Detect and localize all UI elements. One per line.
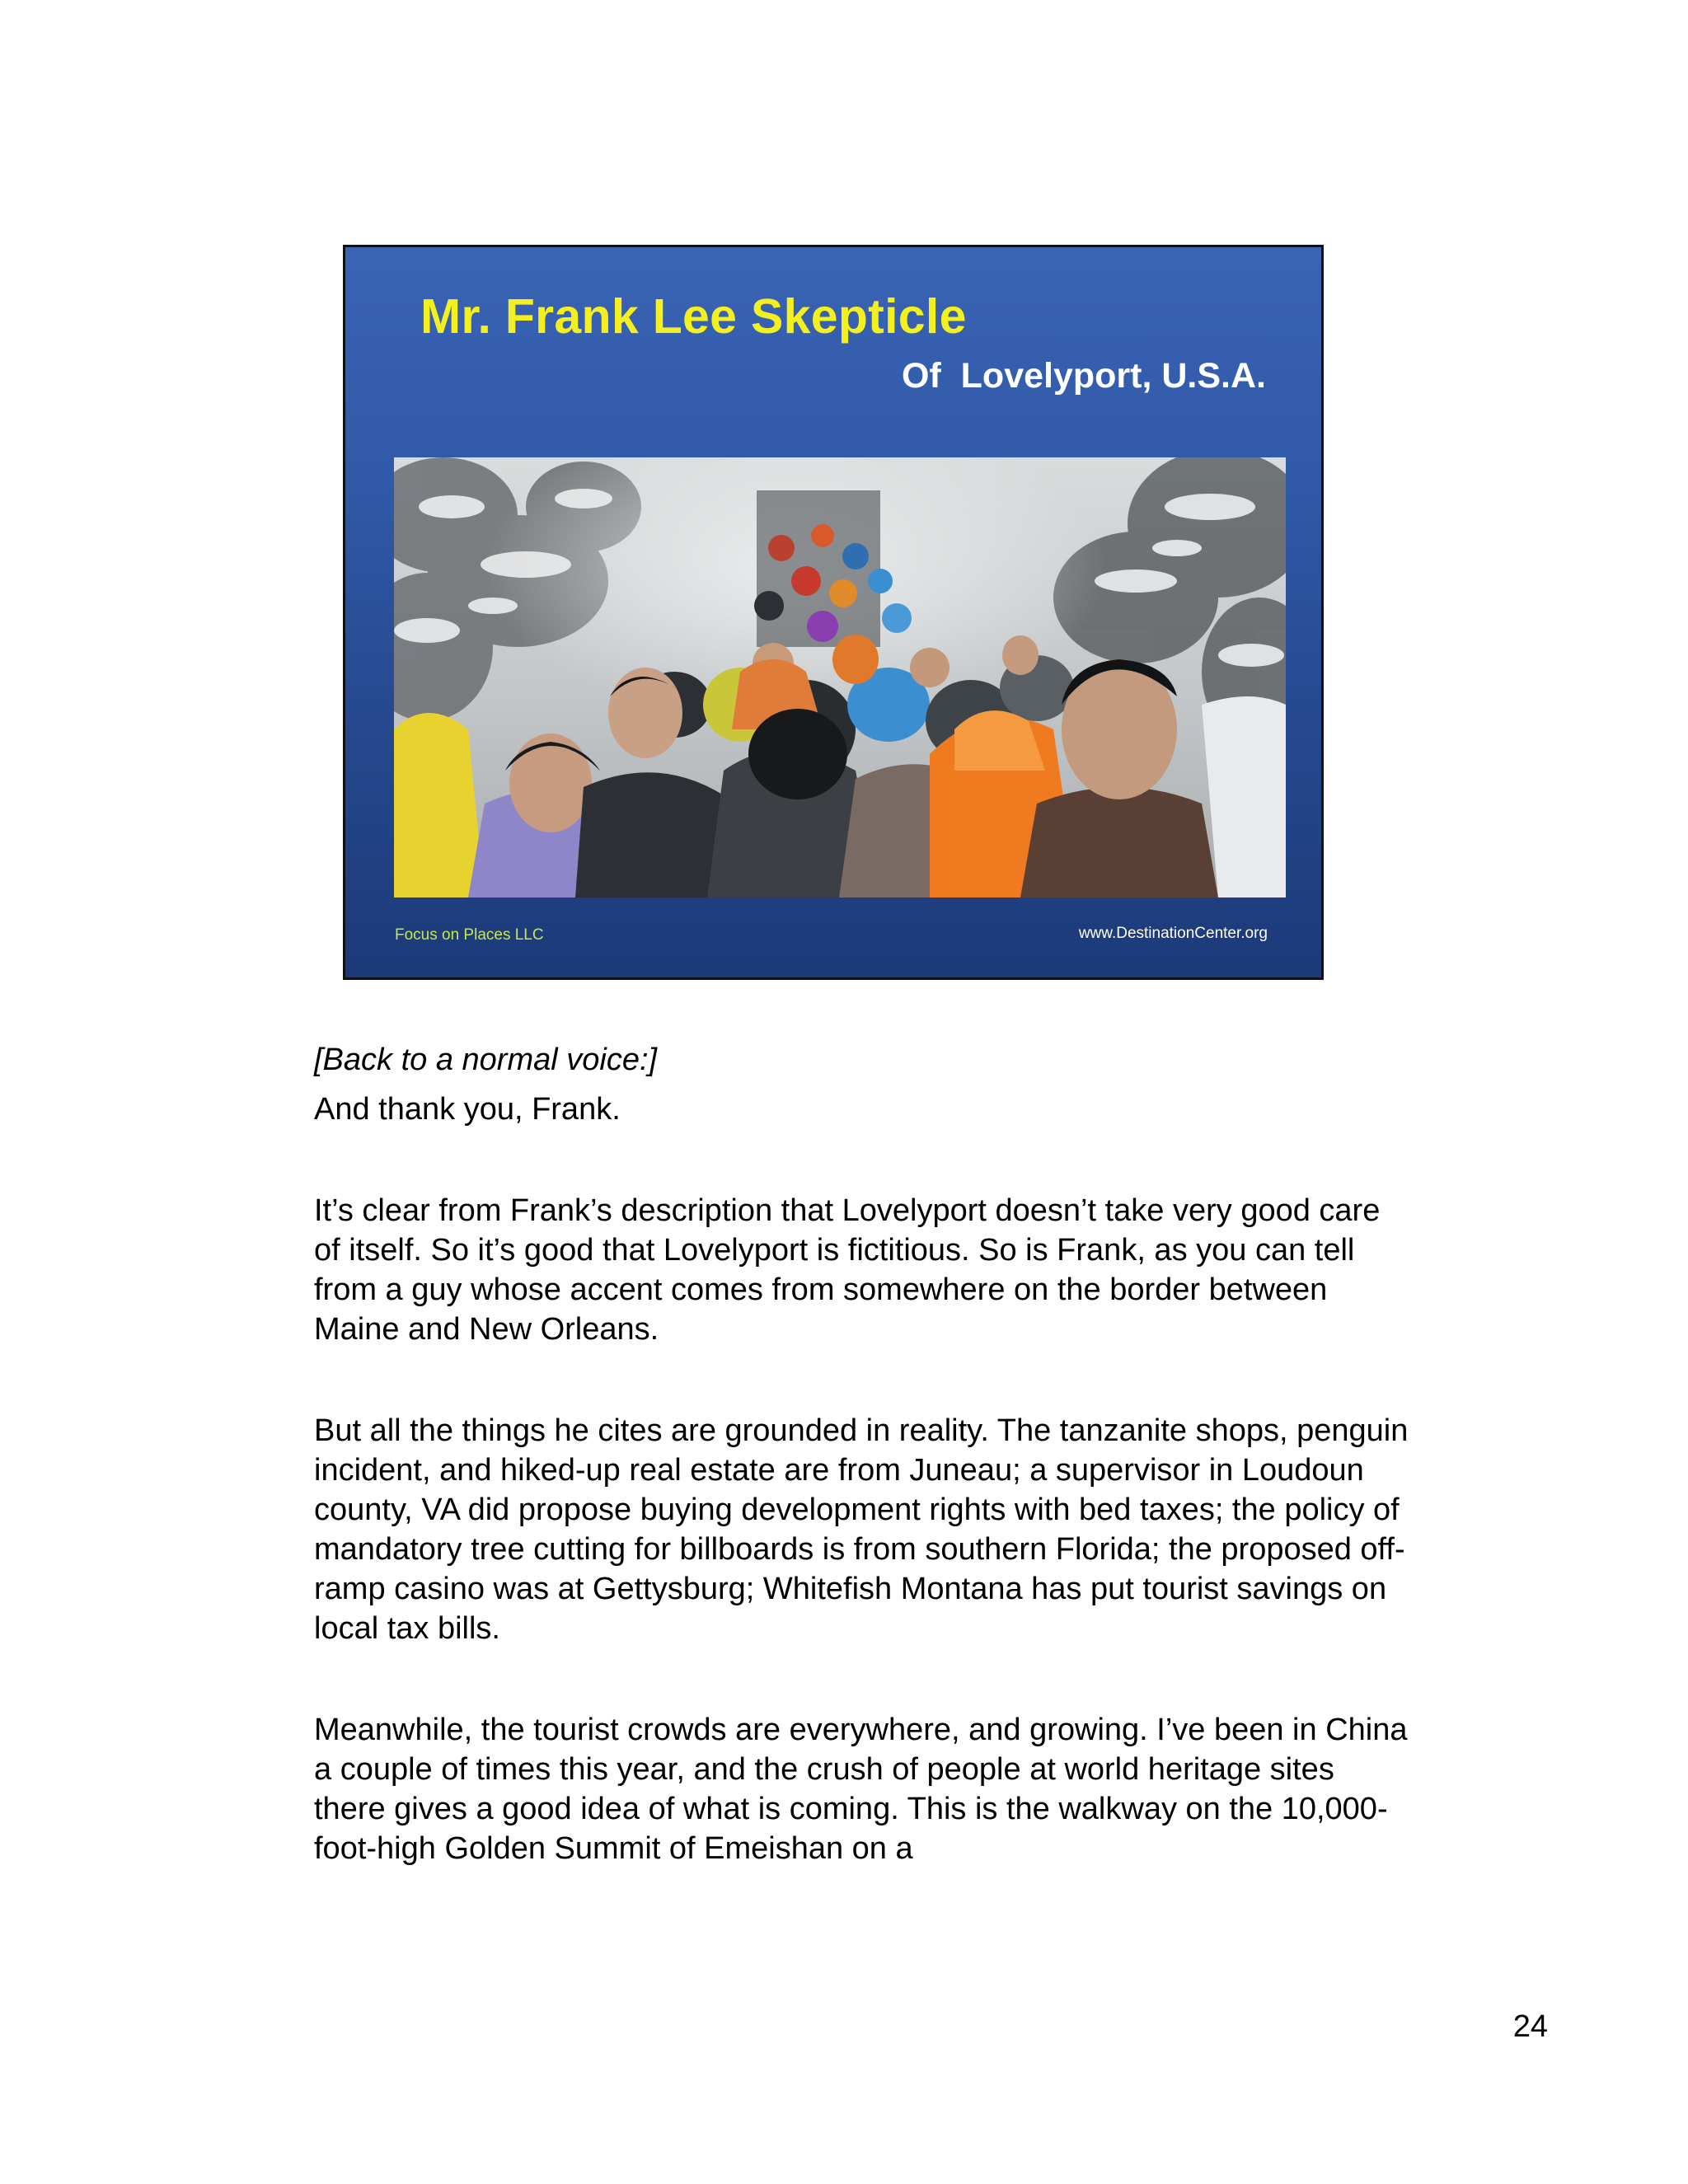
slide-footer-url: www.DestinationCenter.org — [1078, 925, 1268, 942]
thanks-line: And thank you, Frank. — [314, 1092, 621, 1127]
notes-paragraph: It’s clear from Frank’s description that Lovelyport doesn’t take very good care of itself. So it’s good that Lovelyport is fictitious. So is Frank, as you can tell from a guy whose accent comes from somewhere on the border between Maine and New Orleans. — [314, 1193, 1381, 1347]
stage-direction: [Back to a normal voice:] — [314, 1043, 658, 1077]
page-number: 24 — [1512, 2009, 1548, 2044]
notes-paragraph: Meanwhile, the tourist crowds are everywhere, and growing. I’ve been in China a couple of times this year, and the crush of people at world heritage sites there gives a good idea of what is coming. This is the walkway on the 10,000-foot-high Golden Summit of Emeishan on a — [314, 1713, 1408, 1866]
crowd-photo — [394, 457, 1286, 898]
slide-subtitle: Of Lovelyport, U.S.A. — [902, 356, 1266, 396]
slide — [343, 245, 1324, 980]
speaker-notes — [314, 1040, 1410, 1868]
slide-footer-company: Focus on Places LLC — [395, 926, 544, 944]
slide-title: Mr. Frank Lee Skepticle — [420, 289, 967, 344]
notes-paragraph: But all the things he cites are grounded in reality. The tanzanite shops, penguin incident, and hiked-up real estate are from Juneau; a supervisor in Loudoun county, VA did propose buying development rights with bed taxes; the policy of mandatory tree cutting for billboards is from southern Florida; the proposed off-ramp casino was at Gettysburg; Whitefish Montana has put tourist savings on local tax bills. — [314, 1413, 1409, 1646]
